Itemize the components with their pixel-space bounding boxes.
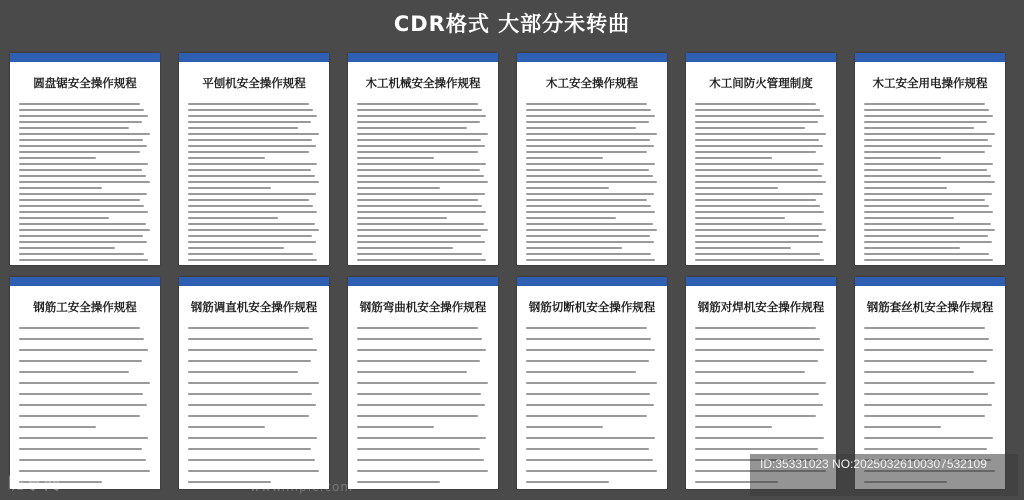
text-line (695, 404, 823, 406)
text-line (695, 121, 818, 123)
text-line (695, 103, 816, 105)
text-line (19, 217, 109, 219)
text-line (357, 481, 440, 483)
text-line (695, 327, 816, 329)
text-line (357, 426, 434, 428)
text-line (188, 217, 278, 219)
panel-accent-bar (686, 277, 836, 286)
text-line (864, 241, 992, 243)
text-line (695, 393, 819, 395)
panel-accent-bar (179, 277, 329, 286)
text-line (526, 103, 647, 105)
text-line (864, 163, 993, 165)
text-line (695, 127, 805, 129)
text-line (357, 448, 480, 450)
text-line (695, 181, 826, 183)
panel-body-text (357, 327, 489, 483)
safety-panel (10, 277, 160, 489)
text-line (19, 223, 146, 225)
panel-title: 钢筋切断机安全操作规程 (528, 300, 656, 314)
text-line (188, 211, 317, 213)
text-line (357, 470, 488, 472)
text-line (188, 253, 313, 255)
text-line (864, 157, 941, 159)
text-line (526, 211, 655, 213)
text-line (357, 371, 467, 373)
panel-title: 钢筋套丝机安全操作规程 (866, 300, 994, 314)
text-line (188, 327, 309, 329)
text-line (526, 115, 655, 117)
panel-accent-bar (179, 53, 329, 62)
panel-body-text (19, 103, 151, 259)
text-line (695, 415, 816, 417)
text-line (188, 115, 317, 117)
text-line (188, 360, 311, 362)
text-line (864, 169, 987, 171)
text-line (526, 470, 657, 472)
safety-panel (686, 53, 836, 265)
text-line (695, 109, 820, 111)
text-line (695, 247, 791, 249)
text-line (864, 259, 993, 261)
image-id: ID:35331023 NO:20250326100307532109 (760, 457, 987, 471)
text-line (357, 145, 485, 147)
text-line (357, 338, 482, 340)
panel-accent-bar (517, 53, 667, 62)
text-line (19, 163, 148, 165)
text-line (188, 437, 317, 439)
text-line (864, 327, 985, 329)
text-line (526, 382, 657, 384)
text-line (695, 211, 824, 213)
text-line (188, 151, 309, 153)
panel-title: 钢筋调直机安全操作规程 (190, 300, 318, 314)
text-line (19, 229, 150, 231)
text-line (695, 205, 820, 207)
text-line (188, 157, 265, 159)
text-line (864, 235, 988, 237)
text-line (19, 247, 115, 249)
text-line (188, 121, 311, 123)
safety-panel (517, 277, 667, 489)
text-line (526, 187, 609, 189)
text-line (357, 253, 482, 255)
panel-title: 木工安全用电操作规程 (872, 76, 988, 90)
text-line (19, 253, 144, 255)
text-line (19, 169, 142, 171)
text-line (188, 127, 298, 129)
text-line (526, 109, 651, 111)
safety-panel (855, 53, 1005, 265)
text-line (695, 169, 818, 171)
panel-body-text (188, 327, 320, 483)
text-line (19, 327, 140, 329)
text-line (526, 229, 657, 231)
text-line (695, 145, 823, 147)
text-line (695, 426, 772, 428)
text-line (695, 448, 818, 450)
text-line (19, 205, 144, 207)
panel-accent-bar (517, 277, 667, 286)
text-line (188, 229, 319, 231)
text-line (357, 187, 440, 189)
text-line (526, 404, 654, 406)
text-line (526, 175, 653, 177)
text-line (357, 139, 481, 141)
panel-accent-bar (10, 53, 160, 62)
text-line (695, 229, 826, 231)
text-line (19, 145, 147, 147)
text-line (864, 181, 995, 183)
text-line (188, 259, 317, 261)
text-line (695, 259, 824, 261)
text-line (357, 360, 480, 362)
text-line (526, 371, 636, 373)
text-line (695, 139, 819, 141)
text-line (526, 241, 654, 243)
text-line (19, 393, 143, 395)
text-line (188, 371, 298, 373)
text-line (357, 115, 486, 117)
text-line (864, 211, 993, 213)
safety-panel (179, 277, 329, 489)
watermark-site: 昵享网 (8, 474, 63, 493)
text-line (357, 151, 478, 153)
text-line (864, 175, 991, 177)
text-line (19, 115, 148, 117)
text-line (526, 247, 622, 249)
text-line (695, 382, 826, 384)
panel-body-text (19, 327, 151, 483)
text-line (695, 163, 824, 165)
panel-title: 木工安全操作规程 (546, 76, 638, 90)
text-line (19, 426, 96, 428)
text-line (695, 437, 824, 439)
text-line (695, 371, 805, 373)
text-line (864, 404, 992, 406)
safety-panel (348, 277, 498, 489)
text-line (695, 235, 819, 237)
text-line (188, 133, 319, 135)
text-line (19, 181, 150, 183)
text-line (864, 415, 985, 417)
text-line (188, 109, 313, 111)
text-line (357, 404, 485, 406)
text-line (357, 157, 434, 159)
text-line (695, 217, 785, 219)
text-line (19, 193, 147, 195)
text-line (526, 426, 603, 428)
text-line (357, 205, 482, 207)
text-line (188, 235, 312, 237)
panel-body-text (188, 103, 320, 259)
text-line (188, 349, 317, 351)
text-line (188, 382, 319, 384)
text-line (188, 459, 315, 461)
text-line (188, 163, 317, 165)
text-line (864, 382, 995, 384)
text-line (19, 121, 142, 123)
text-line (19, 259, 148, 261)
text-line (188, 205, 313, 207)
text-line (357, 121, 480, 123)
safety-panel (348, 53, 498, 265)
panel-title: 圆盘锯安全操作规程 (33, 76, 137, 90)
text-line (864, 360, 987, 362)
text-line (188, 199, 309, 201)
text-line (526, 121, 649, 123)
text-line (19, 133, 150, 135)
text-line (188, 181, 319, 183)
text-line (188, 393, 312, 395)
text-line (526, 163, 655, 165)
text-line (864, 145, 992, 147)
text-line (695, 133, 826, 135)
text-line (864, 223, 991, 225)
text-line (357, 259, 486, 261)
text-line (864, 448, 987, 450)
text-line (188, 169, 311, 171)
panel-body-text (357, 103, 489, 259)
text-line (19, 349, 148, 351)
text-line (864, 103, 985, 105)
panel-accent-bar (10, 277, 160, 286)
text-line (19, 415, 140, 417)
text-line (526, 127, 636, 129)
text-line (864, 109, 989, 111)
text-line (526, 437, 655, 439)
text-line (864, 437, 993, 439)
panel-title: 木工机械安全操作规程 (365, 76, 481, 90)
text-line (864, 205, 989, 207)
text-line (526, 448, 649, 450)
text-line (19, 382, 150, 384)
text-line (19, 127, 129, 129)
text-line (864, 349, 993, 351)
image-id-box (750, 454, 1018, 496)
text-line (864, 371, 974, 373)
text-line (188, 470, 319, 472)
panel-body-text (526, 327, 658, 483)
text-line (19, 199, 140, 201)
text-line (864, 247, 960, 249)
text-line (526, 459, 653, 461)
text-line (188, 139, 312, 141)
text-line (695, 193, 823, 195)
text-line (864, 199, 985, 201)
text-line (19, 109, 144, 111)
text-line (357, 127, 467, 129)
text-line (526, 235, 650, 237)
text-line (526, 181, 657, 183)
panel-title: 钢筋对焊机安全操作规程 (697, 300, 825, 314)
text-line (526, 139, 650, 141)
text-line (188, 338, 313, 340)
text-line (19, 175, 146, 177)
safety-panel (179, 53, 329, 265)
text-line (357, 109, 482, 111)
text-line (357, 103, 478, 105)
text-line (357, 459, 484, 461)
text-line (19, 404, 147, 406)
text-line (526, 349, 655, 351)
text-line (357, 327, 478, 329)
panel-body-text (526, 103, 658, 259)
text-line (695, 223, 822, 225)
text-line (357, 193, 485, 195)
text-line (695, 157, 772, 159)
text-line (864, 253, 989, 255)
text-line (526, 393, 650, 395)
text-line (526, 199, 647, 201)
panel-body-text (695, 103, 827, 259)
panel-title: 木工间防火管理制度 (709, 76, 813, 90)
text-line (357, 241, 485, 243)
safety-panel (10, 53, 160, 265)
text-line (357, 217, 447, 219)
text-line (526, 338, 651, 340)
text-line (188, 145, 316, 147)
text-line (526, 157, 603, 159)
panel-title: 钢筋弯曲机安全操作规程 (359, 300, 487, 314)
text-line (19, 437, 148, 439)
text-line (526, 169, 649, 171)
text-line (357, 181, 488, 183)
text-line (188, 223, 315, 225)
text-line (19, 157, 96, 159)
text-line (19, 241, 147, 243)
text-line (357, 349, 486, 351)
text-line (19, 187, 102, 189)
text-line (188, 415, 309, 417)
text-line (695, 187, 778, 189)
text-line (695, 349, 824, 351)
text-line (864, 151, 985, 153)
text-line (188, 187, 271, 189)
text-line (864, 193, 992, 195)
text-line (357, 393, 481, 395)
text-line (188, 193, 316, 195)
text-line (357, 175, 484, 177)
panel-accent-bar (348, 53, 498, 62)
text-line (357, 211, 486, 213)
text-line (695, 241, 823, 243)
text-line (19, 235, 143, 237)
text-line (695, 338, 820, 340)
text-line (864, 187, 947, 189)
panel-accent-bar (686, 53, 836, 62)
text-line (526, 223, 653, 225)
text-line (19, 371, 129, 373)
text-line (526, 415, 647, 417)
text-line (695, 360, 818, 362)
text-line (526, 253, 651, 255)
text-line (864, 229, 995, 231)
text-line (526, 360, 649, 362)
text-line (19, 151, 140, 153)
text-line (864, 139, 988, 141)
text-line (188, 448, 311, 450)
panel-title: 钢筋工安全操作规程 (33, 300, 137, 314)
text-line (357, 229, 488, 231)
text-line (357, 163, 486, 165)
text-line (864, 115, 993, 117)
safety-panel (517, 53, 667, 265)
panel-accent-bar (348, 277, 498, 286)
text-line (695, 199, 816, 201)
watermark-url: www.nipic.com (250, 480, 354, 494)
text-line (695, 175, 822, 177)
text-line (526, 205, 651, 207)
text-line (864, 121, 987, 123)
text-line (526, 151, 647, 153)
text-line (188, 241, 316, 243)
banner-title: CDR格式 大部分未转曲 (393, 12, 631, 36)
text-line (526, 259, 655, 261)
text-line (357, 247, 453, 249)
text-line (188, 247, 284, 249)
text-line (19, 338, 144, 340)
text-line (188, 404, 316, 406)
text-line (526, 217, 616, 219)
text-line (526, 193, 654, 195)
text-line (864, 338, 989, 340)
text-line (526, 327, 647, 329)
text-line (19, 360, 142, 362)
text-line (357, 235, 481, 237)
panel-body-text (864, 103, 996, 259)
text-line (357, 199, 478, 201)
panel-accent-bar (855, 277, 1005, 286)
text-line (19, 103, 140, 105)
text-line (188, 103, 309, 105)
text-line (357, 223, 484, 225)
text-line (864, 426, 941, 428)
text-line (19, 459, 146, 461)
text-line (864, 133, 995, 135)
text-line (695, 253, 820, 255)
text-line (19, 448, 142, 450)
text-line (526, 481, 609, 483)
text-line (695, 115, 824, 117)
panel-accent-bar (855, 53, 1005, 62)
text-line (864, 127, 974, 129)
text-line (864, 393, 988, 395)
text-line (695, 151, 816, 153)
text-line (864, 217, 954, 219)
text-line (357, 169, 480, 171)
text-line (526, 133, 657, 135)
text-line (357, 437, 486, 439)
text-line (526, 145, 654, 147)
text-line (357, 382, 488, 384)
text-line (19, 139, 143, 141)
text-line (357, 415, 478, 417)
panel-title: 平刨机安全操作规程 (202, 76, 306, 90)
text-line (19, 211, 148, 213)
text-line (188, 426, 265, 428)
text-line (188, 175, 315, 177)
text-line (357, 133, 488, 135)
